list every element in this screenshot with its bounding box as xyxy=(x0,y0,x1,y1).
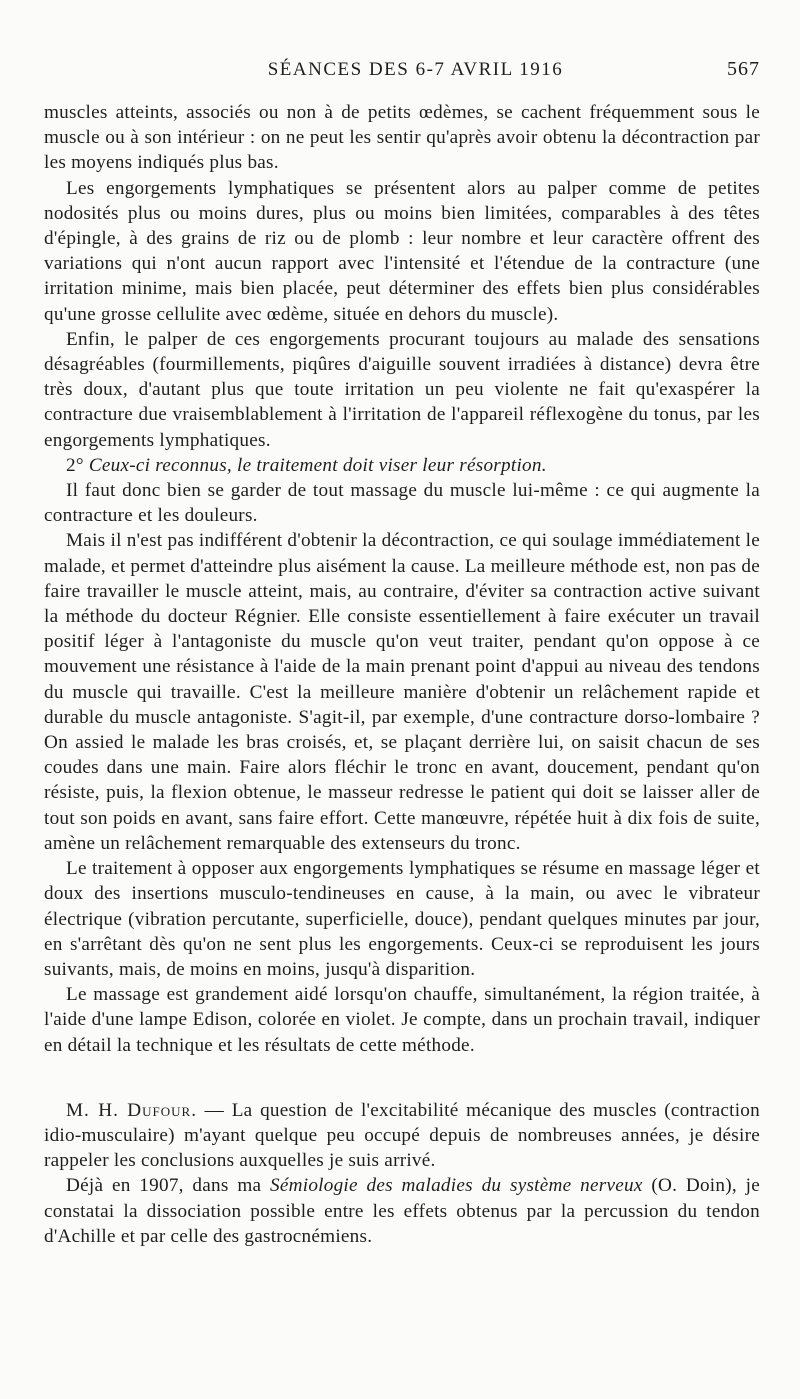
running-title: SÉANCES DES 6-7 AVRIL 1916 xyxy=(267,59,564,80)
paragraph-10 xyxy=(44,1173,760,1249)
list-number: 2° xyxy=(66,454,84,476)
paragraph-3: Enfin, le palper de ces engorgements procurant toujours au malade des sensations désagréables (fourmillements, piqûres d'aiguille souvent irradiées à distance) devra être très doux, d'autant plus que toute irritation un peu violente ne fait qu'exaspérer la contracture due vraisemblablement à l'irritation de l'appareil réflexogène du tonus, par les engorgements lymphatiques. xyxy=(44,328,760,451)
paragraph-1: muscles atteints, associés ou non à de petits œdèmes, se cachent fréquemment sous le muscle ou à son intérieur : on ne peut les sentir qu'après avoir obtenu la décontraction par les moyens indiqués plus bas. xyxy=(44,102,760,174)
subheading-text: Ceux-ci reconnus, le traitement doit viser leur résorption. xyxy=(88,454,547,476)
paragraph-6: Mais il n'est pas indifférent d'obtenir la décontraction, ce qui soulage immédiatement le malade, et permet d'atteindre plus aisément la cause. La meilleure méthode est, non pas de faire travailler le muscle atteint, mais, au contraire, d'éviter sa contraction active suivant la méthode du docteur Régnier. Elle consiste essentiellement à faire exécuter un travail positif léger à l'antagoniste du muscle qu'on veut traiter, pendant qu'on oppose à ce mouvement une résistance à l'aide de la main prenant point d'appui au niveau des tendons du muscle qui travaille. C'est la meilleure manière d'obtenir un relâchement rapide et durable du muscle antagoniste. S'agit-il, par exemple, d'une contracture dorso-lombaire ? On assied le malade les bras croisés, et, se plaçant derrière lui, on saisit chacun de ses coudes dans une main. Faire alors fléchir le tronc en avant, doucement, pendant qu'on résiste, puis, la flexion obtenue, le masseur redresse le patient qui doit se laisser aller de tout son poids en avant, sans faire effort. Cette manœuvre, répétée huit à dix fois de suite, amène un relâchement remarquable des extenseurs du tronc. xyxy=(44,530,760,854)
paragraph-2: Les engorgements lymphatiques se présentent alors au palper comme de petites nodosités plus ou moins dures, plus ou moins bien limitées, comparables à des têtes d'épingle, à des grains de riz ou de plomb : leur nombre et leur caractère offrent des variations qui n'ont aucun rapport avec l'intensité et l'étendue de la contracture (une irritation minime, mais bien placée, peut déterminer des effets bien plus considérables qu'une grosse cellulite avec œdème, située en dehors du muscle). xyxy=(44,177,760,325)
section-gap xyxy=(44,1058,760,1098)
paragraph-7: Le traitement à opposer aux engorgements lymphatiques se résume en massage léger et doux des insertions musculo-tendineuses en cause, à la main, ou avec le vibrateur électrique (vibration percutante, superficielle, douce), pendant quelques minutes par jour, en s'arrêtant dès qu'on ne sent plus les engorgements. Ceux-ci se reproduisent les jours suivants, mais, de moins en moins, jusqu'à disparition. xyxy=(44,858,760,980)
paragraph-10-part-b: (O. Doin), je constatai la dissociation possible entre les effets obtenus par la percussion du tendon d'Achille et par celle des gastrocnémiens. xyxy=(44,1175,760,1247)
paragraph-4-subheading xyxy=(44,453,760,478)
paragraph-5: Il faut donc bien se garder de tout massage du muscle lui-même : ce qui augmente la contracture et les douleurs. xyxy=(44,480,760,527)
paragraph-9 xyxy=(44,1098,760,1174)
page-number: 567 xyxy=(727,58,760,80)
paragraph-8: Le massage est grandement aidé lorsqu'on chauffe, simultanément, la région traitée, à l'aide d'une lampe Edison, colorée en violet. Je compte, dans un prochain travail, indiquer en détail la technique et les résultats de cette méthode. xyxy=(44,984,760,1056)
body-text xyxy=(44,100,760,1249)
book-title: Sémiologie des maladies du système nerveux xyxy=(270,1175,643,1197)
speaker-name: M. H. Dufour. xyxy=(66,1099,197,1121)
paragraph-9-text: — La question de l'excitabilité mécanique des muscles (contraction idio-musculaire) m'ayant quelque peu occupé depuis de nombreuses années, je désire rappeler les conclusions auxquelles je suis arrivé. xyxy=(44,1099,760,1172)
paragraph-10-part-a: Déjà en 1907, dans ma xyxy=(66,1175,271,1197)
page-header xyxy=(44,58,760,88)
